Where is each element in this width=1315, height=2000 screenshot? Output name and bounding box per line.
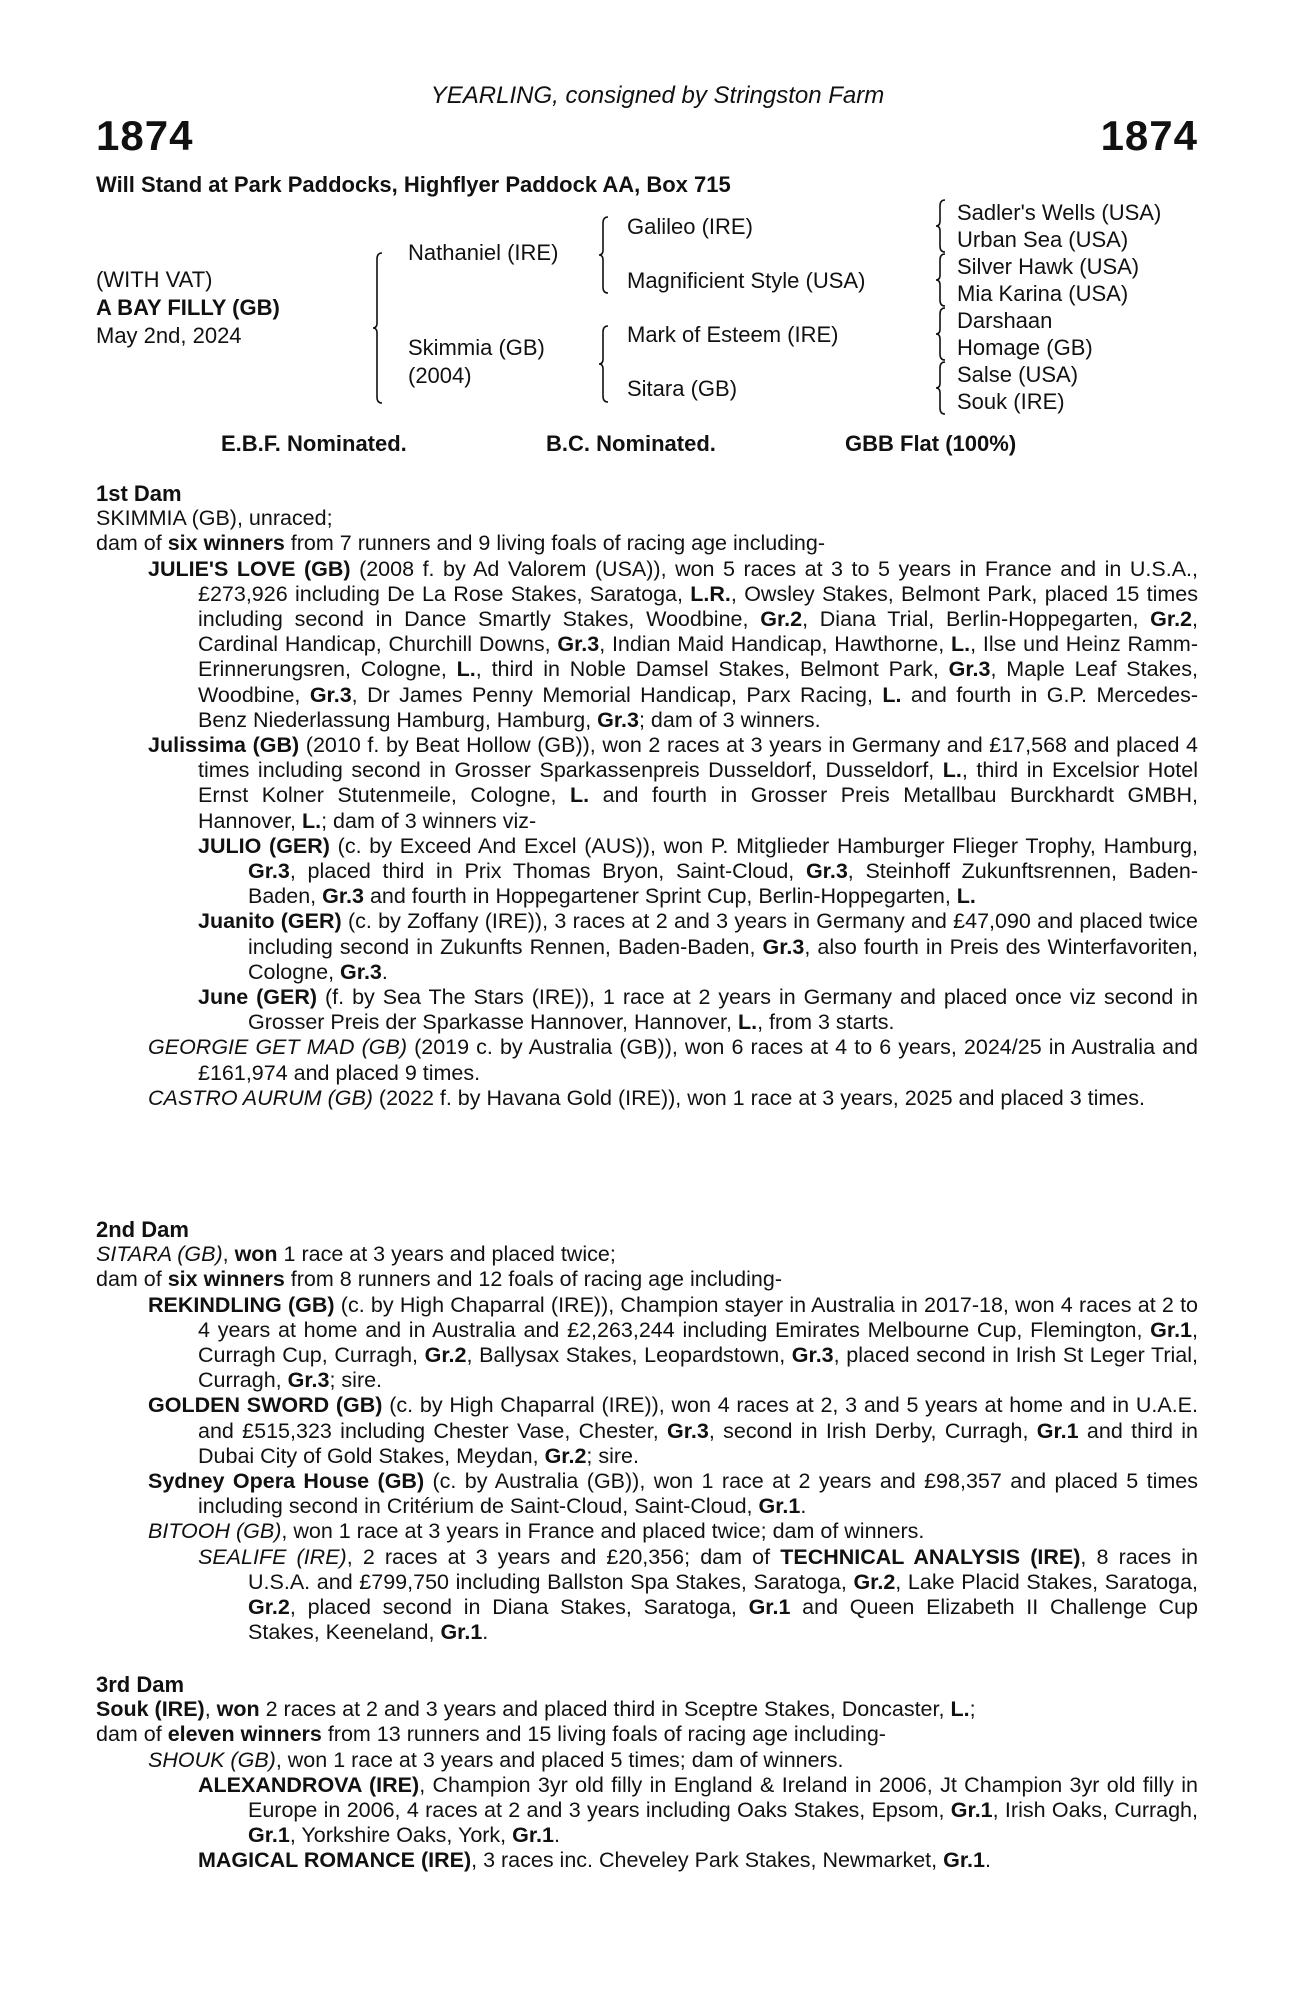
section-heading: 1st Dam bbox=[96, 481, 182, 506]
sale-title: YEARLING, consigned by Stringston Farm bbox=[430, 82, 885, 109]
pedigree-entry bbox=[96, 1086, 1198, 1111]
second-dam-section bbox=[96, 1217, 1198, 1645]
first-dam-section bbox=[96, 481, 1198, 1111]
entry-text: from 13 runners and 15 living foals of racing age including- bbox=[321, 1722, 886, 1747]
bold-text: Gr.2 bbox=[544, 1443, 587, 1468]
italic-text: BITOOH (GB) bbox=[148, 1519, 282, 1544]
pedigree-brace-icon bbox=[935, 253, 947, 307]
pedigree-gen2: Magnificient Style (USA) bbox=[627, 268, 866, 293]
bold-text: Gr.3 bbox=[597, 707, 639, 732]
bold-text: L.R. bbox=[690, 581, 731, 606]
italic-text: SITARA (GB) bbox=[96, 1242, 223, 1267]
bold-text: L. bbox=[942, 758, 962, 783]
bold-text: L. bbox=[301, 808, 322, 833]
pedigree-gen3: Salse (USA) bbox=[957, 362, 1079, 387]
entry-text: , Steinhoff Zukunftsrennen, Baden-Baden, bbox=[248, 859, 1198, 909]
pedigree-gen3: Urban Sea (USA) bbox=[957, 227, 1129, 252]
bold-text: Gr.3 bbox=[322, 884, 364, 909]
pedigree-entry bbox=[96, 1293, 1198, 1394]
entry-text: , won 1 race at 3 years and placed 5 times; dam of winners. bbox=[275, 1747, 844, 1772]
pedigree-entry bbox=[96, 1519, 1198, 1544]
gbb-status: GBB Flat (100%) bbox=[845, 431, 1017, 456]
bold-text: June (GER) bbox=[198, 985, 318, 1010]
entry-text: dam of bbox=[96, 1722, 168, 1747]
bold-text: Sydney Opera House (GB) bbox=[148, 1469, 425, 1494]
pedigree-entry bbox=[96, 985, 1198, 1035]
entry-text: (c. by Exceed And Excel (AUS)), won P. Mitglieder Hamburger Flieger Trophy, Hamburg, bbox=[329, 833, 1198, 858]
bold-text: won bbox=[234, 1242, 278, 1267]
entry-text: , Maple Leaf Stakes, Woodbine, bbox=[198, 657, 1198, 707]
horse-name: A BAY FILLY (GB) bbox=[96, 295, 280, 320]
pedigree-entry bbox=[96, 1773, 1198, 1849]
pedigree-entry bbox=[96, 834, 1198, 910]
entry-text: , placed second in Diana Stakes, Saratoga, bbox=[289, 1595, 749, 1620]
pedigree-brace-icon bbox=[935, 199, 947, 253]
bc-nomination: B.C. Nominated. bbox=[546, 431, 716, 456]
entry-text: , Irish Oaks, Curragh, bbox=[992, 1798, 1198, 1823]
entry-text: ; sire. bbox=[586, 1443, 639, 1468]
pedigree-entry bbox=[96, 1393, 1198, 1469]
bold-text: Gr.3 bbox=[805, 859, 848, 884]
bold-text: Gr.3 bbox=[340, 959, 382, 984]
entry-text: , Cardinal Handicap, Churchill Downs, bbox=[198, 607, 1198, 657]
bold-text: REKINDLING (GB) bbox=[148, 1292, 335, 1317]
entry-text: dam of bbox=[96, 531, 168, 556]
sire: Nathaniel (IRE) bbox=[408, 240, 559, 265]
pedigree-entry bbox=[96, 733, 1198, 834]
bold-text: Gr.3 bbox=[557, 632, 600, 657]
pedigree-brace-icon bbox=[935, 307, 947, 361]
bold-text: Gr.1 bbox=[512, 1823, 554, 1848]
bold-text: L. bbox=[737, 1010, 758, 1035]
pedigree-entry bbox=[96, 1267, 1198, 1292]
pedigree-entry bbox=[96, 557, 1198, 733]
bold-text: Gr.2 bbox=[248, 1595, 290, 1620]
entry-text: 1 race at 3 years and placed twice; bbox=[277, 1242, 616, 1267]
entry-text: , Ilse und Heinz Ramm-Erinnerungsren, Cologne, bbox=[198, 632, 1198, 682]
entry-text: , 3 races inc. Cheveley Park Stakes, Newmarket, bbox=[471, 1848, 944, 1873]
entry-text: . bbox=[381, 959, 388, 984]
pedigree-entry bbox=[96, 1035, 1198, 1085]
entry-text: , Diana Trial, Berlin-Hoppegarten, bbox=[802, 607, 1151, 632]
bold-text: MAGICAL ROMANCE (IRE) bbox=[198, 1848, 472, 1873]
entry-text: and Queen Elizabeth II Challenge Cup Stakes, Keeneland, bbox=[248, 1595, 1198, 1645]
pedigree-brace-icon bbox=[598, 216, 610, 294]
entry-text: , Lake Placid Stakes, Saratoga, bbox=[895, 1569, 1198, 1594]
entry-text: SKIMMIA (GB), unraced; bbox=[96, 506, 333, 531]
pedigree-brace-icon bbox=[935, 361, 947, 415]
bold-text: Gr.3 bbox=[791, 1343, 834, 1368]
entry-text: . bbox=[482, 1620, 489, 1645]
bold-text: L. bbox=[882, 682, 902, 707]
entry-text: ; dam of 3 winners. bbox=[638, 707, 821, 732]
lot-number-left: 1874 bbox=[96, 112, 194, 159]
entry-text: , Dr James Penny Memorial Handicap, Parx Racing, bbox=[351, 682, 883, 707]
bold-text: L. bbox=[950, 1697, 970, 1722]
entry-text: (c. by High Chaparral (IRE)), won 4 races at 2, 3 and 5 years at home and in U.A.E. and £515,323 including Chester Vase, Chester, bbox=[198, 1393, 1198, 1443]
bold-text: Gr.1 bbox=[248, 1823, 290, 1848]
entry-text: ; bbox=[969, 1697, 976, 1722]
bold-text: JULIO (GER) bbox=[198, 833, 330, 858]
entry-text: ; dam of 3 winners viz- bbox=[321, 808, 537, 833]
entry-text: and fourth in Grosser Preis Metallbau Burckhardt GMBH, Hannover, bbox=[198, 783, 1198, 833]
entry-text: and third in Dubai City of Gold Stakes, Meydan, bbox=[198, 1418, 1198, 1468]
bold-text: L. bbox=[570, 783, 590, 808]
pedigree-gen3: Souk (IRE) bbox=[957, 389, 1065, 414]
entry-text: , Yorkshire Oaks, York, bbox=[289, 1823, 513, 1848]
entry-text: , Ballysax Stakes, Leopardstown, bbox=[466, 1343, 792, 1368]
pedigree-entry bbox=[96, 1697, 1198, 1722]
bold-text: Gr.3 bbox=[762, 934, 805, 959]
pedigree-entry bbox=[96, 531, 1198, 556]
bold-text: Gr.1 bbox=[1150, 1317, 1193, 1342]
pedigree-entry bbox=[96, 1545, 1198, 1646]
bold-text: Souk (IRE) bbox=[96, 1697, 205, 1722]
bold-text: Gr.1 bbox=[440, 1620, 483, 1645]
bold-text: Gr.3 bbox=[287, 1368, 330, 1393]
bold-text: Julissima (GB) bbox=[148, 733, 300, 758]
bold-text: Gr.1 bbox=[748, 1595, 791, 1620]
bold-text: Gr.3 bbox=[948, 657, 991, 682]
entry-text: (c. by High Chaparral (IRE)), Champion stayer in Australia in 2017-18, won 4 races at 2 to 4 years at home and in Australia and £2,263,244 including Emirates Melbourne Cup, Flemington, bbox=[198, 1292, 1199, 1342]
entry-text: , bbox=[204, 1697, 217, 1722]
entry-text: from 8 runners and 12 foals of racing age including- bbox=[284, 1267, 782, 1292]
bold-text: GOLDEN SWORD (GB) bbox=[148, 1393, 383, 1418]
entry-text: and fourth in Hoppegartener Sprint Cup, Berlin-Hoppegarten, bbox=[363, 884, 957, 909]
pedigree-entry bbox=[96, 1469, 1198, 1519]
pedigree-entry bbox=[96, 1722, 1198, 1747]
bold-text: Gr.2 bbox=[853, 1569, 896, 1594]
bold-text: Gr.2 bbox=[760, 607, 803, 632]
section-heading: 3rd Dam bbox=[96, 1672, 185, 1697]
entry-text: and fourth in G.P. Mercedes-Benz Niederlassung Hamburg, Hamburg, bbox=[198, 682, 1199, 732]
pedigree-gen3: Homage (GB) bbox=[957, 335, 1093, 360]
entry-text: from 7 runners and 9 living foals of racing age including- bbox=[284, 531, 825, 556]
ebf-nomination: E.B.F. Nominated. bbox=[221, 431, 407, 456]
entry-text: , from 3 starts. bbox=[757, 1010, 895, 1035]
pedigree-entry bbox=[96, 1242, 1198, 1267]
entry-text: ; sire. bbox=[329, 1368, 383, 1393]
bold-text: L. bbox=[951, 632, 971, 657]
italic-text: SHOUK (GB) bbox=[148, 1747, 276, 1772]
pedigree-entry bbox=[96, 909, 1198, 985]
entry-text: (2022 f. by Havana Gold (IRE)), won 1 race at 3 years, 2025 and placed 3 times. bbox=[372, 1085, 1145, 1110]
third-dam-section bbox=[96, 1672, 1198, 1874]
entry-text: , bbox=[222, 1242, 235, 1267]
entry-text: , Indian Maid Handicap, Hawthorne, bbox=[599, 632, 952, 657]
dam: Skimmia (GB) bbox=[408, 335, 545, 360]
pedigree-gen2: Mark of Esteem (IRE) bbox=[627, 322, 839, 347]
italic-text: CASTRO AURUM (GB) bbox=[148, 1085, 373, 1110]
pedigree-brace-icon bbox=[598, 325, 610, 403]
pedigree-entry bbox=[96, 506, 1198, 531]
bold-text: Gr.3 bbox=[309, 682, 352, 707]
entry-text: , placed third in Prix Thomas Bryon, Saint-Cloud, bbox=[289, 859, 806, 884]
section-heading: 2nd Dam bbox=[96, 1217, 189, 1242]
entry-text: , placed second in Irish St Leger Trial, Curragh, bbox=[198, 1343, 1198, 1393]
bold-text: Gr.1 bbox=[943, 1848, 985, 1873]
entry-text: , won 1 race at 3 years in France and placed twice; dam of winners. bbox=[281, 1519, 925, 1544]
pedigree-entry bbox=[96, 1848, 1198, 1873]
entry-text: (2008 f. by Ad Valorem (USA)), won 5 races at 3 to 5 years in France and in U.S.A., £273,926 including De La Rose Stakes, Saratoga, bbox=[198, 556, 1198, 606]
lot-number-right: 1874 bbox=[1100, 112, 1198, 159]
entry-text: 2 races at 2 and 3 years and placed third in Sceptre Stakes, Doncaster, bbox=[259, 1697, 951, 1722]
bold-text: six winners bbox=[167, 531, 285, 556]
bold-text: Gr.2 bbox=[424, 1343, 467, 1368]
entry-text: (f. by Sea The Stars (IRE)), 1 race at 2 years in Germany and placed once viz second in Grosser Preis der Sparkasse Hannover, Hannover, bbox=[248, 985, 1198, 1035]
entry-text: , Champion 3yr old filly in England & Ireland in 2006, Jt Champion 3yr old filly in Europe in 2006, 4 races at 2 and 3 years including Oaks Stakes, Epsom, bbox=[248, 1772, 1199, 1823]
pedigree-gen2: Sitara (GB) bbox=[627, 376, 738, 401]
entry-text: (c. by Zoffany (IRE)), 3 races at 2 and 3 years in Germany and £47,090 and placed twice including second in Zukunfts Rennen, Baden-Baden, bbox=[248, 909, 1198, 959]
pedigree-gen2: Galileo (IRE) bbox=[627, 214, 753, 239]
pedigree-gen3: Mia Karina (USA) bbox=[957, 281, 1129, 306]
bold-text: Gr.2 bbox=[1150, 607, 1193, 632]
bold-text: ALEXANDROVA (IRE) bbox=[198, 1772, 420, 1797]
entry-text: , also fourth in Preis des Winterfavoriten, Cologne, bbox=[248, 934, 1198, 984]
italic-text: SEALIFE (IRE) bbox=[198, 1544, 347, 1569]
bold-text: TECHNICAL ANALYSIS (IRE) bbox=[780, 1544, 1081, 1569]
pedigree-gen3: Silver Hawk (USA) bbox=[957, 254, 1140, 279]
entry-text: , second in Irish Derby, Curragh, bbox=[708, 1418, 1037, 1443]
horse-dob: May 2nd, 2024 bbox=[96, 323, 242, 348]
bold-text: eleven winners bbox=[167, 1722, 322, 1747]
bold-text: Juanito (GER) bbox=[198, 909, 342, 934]
bold-text: Gr.3 bbox=[248, 859, 290, 884]
bold-text: six winners bbox=[167, 1267, 285, 1292]
entry-text: . bbox=[984, 1848, 991, 1873]
bold-text: L. bbox=[956, 884, 976, 909]
bold-text: Gr.1 bbox=[950, 1798, 993, 1823]
bold-text: L. bbox=[456, 657, 476, 682]
entry-text: , Owsley Stakes, Belmont Park, placed 15 times including second in Dance Smartly Stakes, Woodbine, bbox=[198, 581, 1198, 632]
entry-text: , third in Noble Damsel Stakes, Belmont Park, bbox=[475, 657, 949, 682]
entry-text: dam of bbox=[96, 1267, 168, 1292]
pedigree-entry bbox=[96, 1748, 1198, 1773]
bold-text: Gr.3 bbox=[667, 1418, 709, 1443]
entry-text: (2010 f. by Beat Hollow (GB)), won 2 races at 3 years in Germany and £17,568 and placed 4 times including second in Grosser Sparkassenpreis Dusseldorf, Dusseldorf, bbox=[198, 733, 1199, 783]
entry-text: (c. by Australia (GB)), won 1 race at 2 years and £98,357 and placed 5 times including second in Critérium de Saint-Cloud, Saint-Cloud, bbox=[198, 1469, 1198, 1519]
pedigree-gen3: Darshaan bbox=[957, 308, 1053, 333]
entry-text: , 2 races at 3 years and £20,356; dam of bbox=[346, 1544, 781, 1569]
pedigree-gen3: Sadler's Wells (USA) bbox=[957, 200, 1162, 225]
entry-text: (2019 c. by Australia (GB)), won 6 races at 4 to 6 years, 2024/25 in Australia and £161,974 and placed 9 times. bbox=[198, 1035, 1198, 1085]
bold-text: JULIE'S LOVE (GB) bbox=[148, 556, 351, 581]
dam-year: (2004) bbox=[408, 363, 472, 388]
entry-text: . bbox=[553, 1823, 560, 1848]
stand-location: Will Stand at Park Paddocks, Highflyer Paddock AA, Box 715 bbox=[96, 172, 731, 197]
bold-text: won bbox=[216, 1697, 260, 1722]
vat-note: (WITH VAT) bbox=[96, 267, 213, 292]
italic-text: GEORGIE GET MAD (GB) bbox=[148, 1035, 407, 1060]
entry-text: , Curragh Cup, Curragh, bbox=[198, 1317, 1198, 1368]
pedigree-brace-icon bbox=[372, 252, 384, 404]
entry-text: . bbox=[800, 1494, 807, 1519]
bold-text: Gr.1 bbox=[1036, 1418, 1079, 1443]
entry-text: , third in Excelsior Hotel Ernst Kolner Stutenmeile, Cologne, bbox=[198, 758, 1198, 808]
entry-text: , 8 races in U.S.A. and £799,750 including Ballston Spa Stakes, Saratoga, bbox=[248, 1544, 1198, 1594]
bold-text: Gr.1 bbox=[758, 1494, 801, 1519]
